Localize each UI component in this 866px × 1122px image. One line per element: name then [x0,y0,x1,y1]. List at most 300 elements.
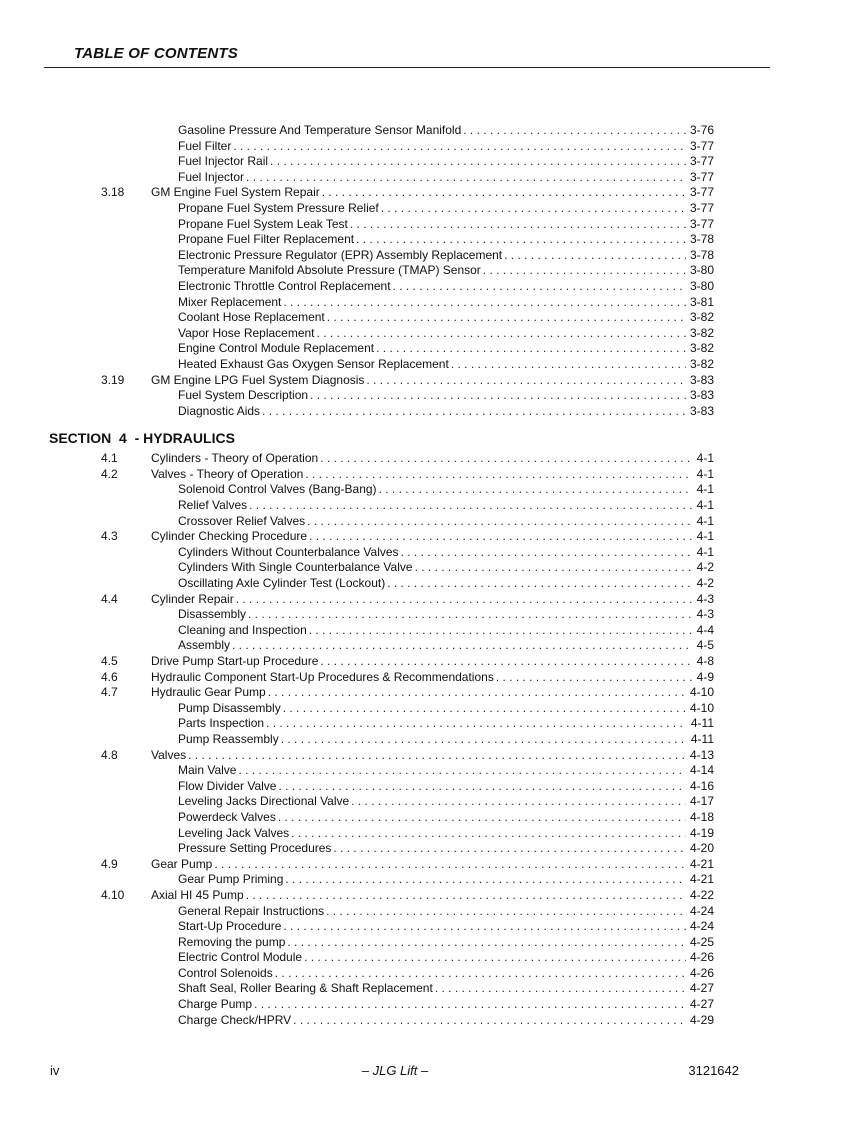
toc-row [0,529,866,545]
toc-entry-number: 4.2 [101,466,118,481]
toc-entry[interactable] [178,701,714,717]
toc-row [0,498,866,514]
toc-entry-title: Flow Divider Valve [178,778,277,793]
toc-entry-title: Cleaning and Inspection [178,622,307,637]
dot-leader [281,732,687,748]
toc-entry-title: Cylinders With Single Counterbalance Valve [178,560,413,575]
toc-entry-title: Powerdeck Valves [178,809,276,824]
toc-entry-page: 4-1 [696,466,714,481]
toc-entry-page: 3-77 [689,185,714,200]
toc-row [0,310,866,326]
toc-entry-title: Fuel Injector [178,169,245,184]
toc-entry-title: Fuel Injector Rail [178,154,269,169]
dot-leader [366,373,686,389]
toc-entry-page: 4-11 [690,716,714,731]
dot-leader [322,185,686,201]
toc-entry-title: Propane Fuel System Pressure Relief [178,200,379,215]
dot-leader [188,748,686,764]
toc-entry[interactable] [151,185,714,201]
toc-entry-title: Gear Pump [151,856,213,871]
toc-entry-page: 3-83 [689,388,714,403]
dot-leader [268,685,686,701]
toc-entry-title: Main Valve [178,763,237,778]
toc-entry[interactable] [178,935,714,951]
toc-entry[interactable] [151,888,714,904]
dot-leader [451,357,686,373]
toc-row [0,826,866,842]
toc-entry-page: 4-1 [696,529,714,544]
toc-entry-page: 3-82 [689,341,714,356]
toc-row [0,279,866,295]
toc-entry-title: Pressure Setting Procedures [178,841,332,856]
toc-row [0,685,866,701]
dot-leader [248,607,693,623]
dot-leader [266,716,687,732]
toc-entry-page: 4-18 [689,809,714,824]
toc-entry-title: Gear Pump Priming [178,872,284,887]
toc-entry[interactable] [178,623,714,639]
toc-entry-page: 4-1 [696,513,714,528]
toc-entry-title: Shaft Seal, Roller Bearing & Shaft Replacement [178,981,433,996]
dot-leader [350,217,686,233]
section-heading-row [0,425,866,451]
dot-leader [307,514,693,530]
toc-entry[interactable] [151,654,714,670]
dot-leader [379,482,693,498]
dot-leader [249,498,693,514]
toc-entry-title: Drive Pump Start-up Procedure [151,654,319,668]
toc-entry-title: Charge Check/HPRV [178,1012,292,1027]
toc-entry[interactable] [178,341,714,357]
toc-entry[interactable] [178,872,714,888]
dot-leader [381,201,686,217]
toc-row [0,748,866,764]
toc-entry[interactable] [178,154,714,170]
toc-entry[interactable] [178,514,714,530]
toc-entry-title: GM Engine Fuel System Repair [151,185,320,200]
toc-entry-page: 4-21 [689,872,714,887]
toc-entry-title: Disassembly [178,607,247,622]
toc-entry-title: Propane Fuel System Leak Test [178,216,348,231]
toc-row [0,841,866,857]
dot-leader [246,170,686,186]
toc-row [0,716,866,732]
toc-row [0,467,866,483]
toc-row [0,779,866,795]
toc-entry[interactable] [178,498,714,514]
toc-entry-title: Fuel System Description [178,388,309,403]
toc-entry-page: 3-77 [689,154,714,169]
toc-row [0,185,866,201]
toc-entry[interactable] [178,295,714,311]
toc-entry-page: 4-24 [689,919,714,934]
toc-entry-page: 4-10 [689,700,714,715]
toc-entry[interactable] [151,373,714,389]
toc-entry-page: 4-20 [689,841,714,856]
toc-row [0,794,866,810]
toc-row [0,139,866,155]
header-divider [44,67,770,68]
footer-page-number: iv [50,1063,60,1078]
toc-entry-title: Start-Up Procedure [178,919,282,934]
footer-publisher: – JLG Lift – [361,1063,429,1078]
toc-row [0,217,866,233]
toc-entry-title: GM Engine LPG Fuel System Diagnosis [151,372,365,387]
dot-leader [238,763,685,779]
toc-entry-page: 4-27 [689,981,714,996]
dot-leader [283,919,686,935]
toc-entry[interactable] [178,794,714,810]
toc-entry-title: Cylinder Checking Procedure [151,529,308,544]
toc-entry-title: Temperature Manifold Absolute Pressure (TMAP) Sensor [178,263,481,278]
toc-row [0,888,866,904]
toc-entry-number: 4.4 [101,591,118,606]
toc-entry-title: Axial HI 45 Pump [151,887,244,902]
dot-leader [483,263,686,279]
toc-entry-page: 4-14 [689,763,714,778]
toc-entry-page: 4-17 [689,794,714,809]
toc-entry[interactable] [178,1013,714,1029]
toc-row [0,248,866,264]
toc-row [0,592,866,608]
toc-row [0,232,866,248]
toc-row [0,857,866,873]
toc-entry-number: 4.5 [101,654,118,668]
dot-leader [283,701,686,717]
toc-entry-page: 4-21 [689,856,714,871]
dot-leader [262,404,686,420]
toc-row [0,904,866,920]
toc-entry-page: 3-83 [689,403,714,418]
toc-entry-title: Hydraulic Component Start-Up Procedures & Recommendations [151,669,494,684]
toc-entry[interactable] [178,810,714,826]
toc-entry[interactable] [178,779,714,795]
dot-leader [351,794,686,810]
toc-row [0,451,866,467]
toc-entry[interactable] [178,388,714,404]
toc-entry[interactable] [178,904,714,920]
toc-entry-title: Solenoid Control Valves (Bang-Bang) [178,482,377,497]
dot-leader [278,779,685,795]
toc-row [0,935,866,951]
toc-entry-page: 4-19 [689,825,714,840]
dot-leader [333,841,686,857]
toc-entry-number: 4.7 [101,685,118,700]
toc-entry-number: 4.6 [101,669,118,684]
dot-leader [320,654,692,670]
dot-leader [293,1013,686,1029]
toc-row [0,638,866,654]
toc-entry[interactable] [151,670,714,686]
toc-entry-number: 3.19 [101,372,125,387]
toc-entry-page: 4-3 [696,591,714,606]
dot-leader [320,451,692,467]
toc-row [0,919,866,935]
toc-entry[interactable] [178,232,714,248]
toc-entry-title: General Repair Instructions [178,903,325,918]
footer-document-number: 3121642 [688,1063,739,1078]
toc-row [0,966,866,982]
page-header-title: TABLE OF CONTENTS [74,45,238,62]
toc-entry-page: 3-80 [689,263,714,278]
toc-row [0,295,866,311]
toc-entry-title: Oscillating Axle Cylinder Test (Lockout) [178,576,386,591]
dot-leader [285,872,686,888]
table-of-contents [0,123,866,1028]
toc-entry[interactable] [151,529,714,545]
toc-entry[interactable] [178,966,714,982]
toc-entry-title: Mixer Replacement [178,294,282,309]
toc-entry-page: 4-10 [689,685,714,700]
toc-entry[interactable] [178,576,714,592]
toc-entry-page: 4-9 [696,669,714,684]
toc-row [0,326,866,342]
toc-entry-title: Heated Exhaust Gas Oxygen Sensor Replacement [178,356,449,371]
toc-row [0,201,866,217]
toc-row [0,341,866,357]
dot-leader [246,888,686,904]
toc-row [0,123,866,139]
toc-entry-page: 4-16 [689,778,714,793]
toc-entry-page: 4-1 [696,482,714,497]
toc-entry[interactable] [178,826,714,842]
toc-row [0,950,866,966]
toc-entry-title: Vapor Hose Replacement [178,325,315,340]
toc-row [0,404,866,420]
toc-row [0,701,866,717]
dot-leader [326,904,686,920]
toc-entry-page: 4-29 [689,1012,714,1027]
toc-row [0,732,866,748]
dot-leader [214,857,686,873]
dot-leader [254,997,686,1013]
toc-entry-page: 3-76 [689,123,714,137]
toc-entry-page: 4-24 [689,903,714,918]
toc-row [0,576,866,592]
dot-leader [376,341,686,357]
toc-entry-page: 4-2 [696,576,714,591]
toc-entry-title: Cylinders - Theory of Operation [151,451,319,466]
section-heading: SECTION 4 - HYDRAULICS [49,430,235,447]
toc-entry-title: Fuel Filter [178,138,232,153]
dot-leader [310,388,686,404]
toc-entry[interactable] [178,123,714,139]
toc-entry[interactable] [178,201,714,217]
toc-entry[interactable] [178,716,714,732]
toc-entry-title: Crossover Relief Valves [178,513,306,528]
toc-row [0,170,866,186]
toc-entry-page: 4-1 [696,498,714,513]
toc-row [0,560,866,576]
toc-entry[interactable] [178,404,714,420]
toc-row [0,388,866,404]
toc-entry-title: Valves - Theory of Operation [151,466,304,481]
toc-entry-page: 3-80 [689,278,714,293]
toc-entry-page: 4-1 [696,451,714,466]
dot-leader [236,592,693,608]
toc-entry-title: Control Solenoids [178,965,273,980]
toc-row [0,670,866,686]
toc-entry[interactable] [151,451,714,467]
toc-row [0,623,866,639]
toc-entry[interactable] [151,592,714,608]
toc-entry-page: 3-78 [689,247,714,262]
toc-entry-page: 3-77 [689,200,714,215]
toc-entry-title: Relief Valves [178,498,248,513]
toc-entry[interactable] [178,763,714,779]
toc-entry[interactable] [178,950,714,966]
dot-leader [463,123,686,139]
dot-leader [283,295,686,311]
toc-entry[interactable] [178,919,714,935]
toc-entry-title: Assembly [178,638,231,653]
dot-leader [309,623,693,639]
toc-entry[interactable] [151,467,714,483]
toc-entry[interactable] [178,217,714,233]
toc-entry-page: 4-4 [696,622,714,637]
toc-row [0,357,866,373]
toc-entry-page: 4-8 [696,654,714,668]
toc-entry[interactable] [151,685,714,701]
toc-entry[interactable] [178,263,714,279]
toc-entry[interactable] [178,997,714,1013]
toc-row [0,810,866,826]
toc-entry-title: Diagnostic Aids [178,403,261,418]
toc-row [0,763,866,779]
toc-row [0,1013,866,1029]
toc-entry-title: Leveling Jack Valves [178,825,290,840]
toc-entry[interactable] [151,748,714,764]
dot-leader [356,232,686,248]
toc-entry[interactable] [151,857,714,873]
toc-entry-title: Charge Pump [178,997,253,1012]
dot-leader [304,950,686,966]
toc-entry-page: 4-22 [689,887,714,902]
toc-row [0,263,866,279]
dot-leader [415,560,693,576]
toc-entry[interactable] [178,545,714,561]
toc-row [0,545,866,561]
toc-entry-title: Leveling Jacks Directional Valve [178,794,350,809]
toc-entry-title: Cylinder Repair [151,591,234,606]
toc-entry-title: Pump Reassembly [178,731,279,746]
toc-entry[interactable] [178,482,714,498]
toc-entry[interactable] [178,139,714,155]
toc-entry-title: Cylinders Without Counterbalance Valves [178,544,399,559]
toc-entry[interactable] [178,279,714,295]
toc-entry[interactable] [178,326,714,342]
dot-leader [496,670,693,686]
toc-entry-title: Coolant Hose Replacement [178,310,325,325]
toc-entry-page: 4-3 [696,607,714,622]
toc-entry-page: 3-82 [689,310,714,325]
toc-entry-title: Valves [151,747,187,762]
dot-leader [435,981,686,997]
toc-row [0,514,866,530]
toc-entry-title: Pump Disassembly [178,700,281,715]
toc-entry-page: 4-26 [689,950,714,965]
toc-entry-page: 3-81 [689,294,714,309]
toc-group-section-3 [0,123,866,419]
toc-entry-number: 4.10 [101,887,125,902]
toc-row [0,154,866,170]
toc-entry[interactable] [178,732,714,748]
toc-entry[interactable] [178,841,714,857]
toc-entry[interactable] [178,310,714,326]
dot-leader [275,966,686,982]
toc-row [0,872,866,888]
toc-entry-page: 3-82 [689,325,714,340]
toc-group-section-4 [0,451,866,1028]
toc-entry[interactable] [178,638,714,654]
toc-entry[interactable] [178,607,714,623]
dot-leader [504,248,686,264]
dot-leader [270,154,686,170]
toc-entry[interactable] [178,357,714,373]
toc-entry-page: 4-2 [696,560,714,575]
toc-entry-number: 4.9 [101,856,118,871]
toc-entry-page: 4-13 [689,747,714,762]
toc-entry-page: 4-1 [696,544,714,559]
toc-row [0,607,866,623]
toc-row [0,482,866,498]
toc-entry-title: Electronic Pressure Regulator (EPR) Assembly Replacement [178,247,503,262]
dot-leader [233,139,686,155]
toc-entry-title: Propane Fuel Filter Replacement [178,232,355,247]
dot-leader [327,310,686,326]
toc-entry-page: 3-78 [689,232,714,247]
toc-entry-title: Parts Inspection [178,716,265,731]
toc-entry[interactable] [178,170,714,186]
toc-entry-title: Electric Control Module [178,950,303,965]
toc-entry-page: 4-5 [696,638,714,653]
toc-entry-number: 4.3 [101,529,118,544]
dot-leader [401,545,693,561]
toc-entry-page: 3-77 [689,216,714,231]
toc-entry-title: Engine Control Module Replacement [178,341,375,356]
toc-entry-number: 4.8 [101,747,118,762]
toc-row [0,981,866,997]
toc-entry-page: 3-83 [689,372,714,387]
dot-leader [232,638,693,654]
toc-entry-page: 4-11 [690,731,714,746]
dot-leader [387,576,692,592]
toc-row [0,654,866,670]
dot-leader [291,826,686,842]
toc-entry-title: Removing the pump [178,934,286,949]
dot-leader [317,326,686,342]
toc-entry-title: Gasoline Pressure And Temperature Sensor Manifold [178,123,462,137]
dot-leader [305,467,692,483]
toc-entry-title: Electronic Throttle Control Replacement [178,278,391,293]
toc-entry[interactable] [178,981,714,997]
toc-entry-page: 3-77 [689,169,714,184]
dot-leader [309,529,693,545]
toc-row [0,373,866,389]
toc-entry-number: 4.1 [101,451,118,466]
toc-entry-page: 4-26 [689,965,714,980]
toc-entry-title: Hydraulic Gear Pump [151,685,266,700]
dot-leader [287,935,686,951]
toc-entry[interactable] [178,560,714,576]
toc-entry-number: 3.18 [101,185,125,200]
toc-entry-page: 4-27 [689,997,714,1012]
dot-leader [393,279,686,295]
toc-entry-page: 4-25 [689,934,714,949]
toc-entry[interactable] [178,248,714,264]
toc-entry-page: 3-77 [689,138,714,153]
toc-row [0,997,866,1013]
